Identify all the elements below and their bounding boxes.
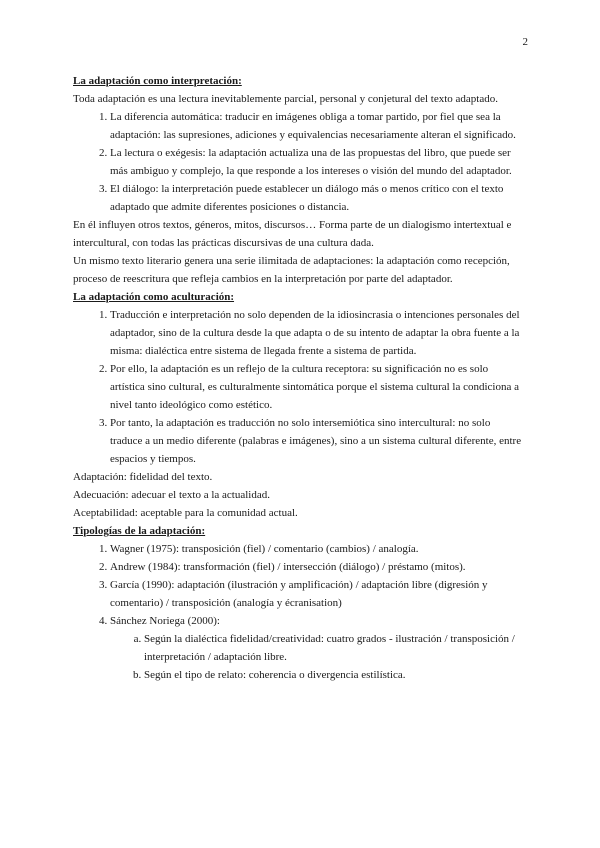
- list-item: 2. Andrew (1984): transformación (fiel) / intersección (diálogo) / préstamo (mitos).: [110, 558, 525, 576]
- definition-line: Aceptabilidad: aceptable para la comunidad actual.: [73, 507, 298, 519]
- section-heading-acculturation: La adaptación como aculturación:: [73, 291, 235, 303]
- numbered-list: [73, 108, 525, 216]
- list-item: 3. El diálogo: la interpretación puede establecer un diálogo más o menos crítico con el texto adaptado que admite diferentes posiciones o distancia.: [110, 180, 525, 216]
- list-item: 1. Wagner (1975): transposición (fiel) / comentario (cambios) / analogía.: [110, 540, 525, 558]
- list-item: 2. Por ello, la adaptación es un reflejo de la cultura receptora: su significación no es solo artística sino cultural, es culturalmente sintomática porque el sistema cultural la condiciona a nivel tanto ideológico como estético.: [110, 360, 525, 414]
- list-item: 3. García (1990): adaptación (ilustración y amplificación) / adaptación libre (digresión y comentario) / transposición (analogía y écranisation): [110, 576, 525, 612]
- section-heading-interpretation: La adaptación como interpretación:: [73, 75, 242, 87]
- numbered-list: [73, 540, 525, 630]
- list-item: 2. La lectura o exégesis: la adaptación actualiza una de las propuestas del libro, que puede ser más ambiguo y complejo, la que responde a los intereses o visión del mundo del adaptador.: [110, 144, 525, 180]
- list-item: 1. La diferencia automática: traducir en imágenes obliga a tomar partido, por fiel que sea la adaptación: las supresiones, adiciones y equivalencias necesariamente alteran el significado.: [110, 108, 525, 144]
- document-content: [73, 72, 525, 684]
- paragraph: Toda adaptación es una lectura inevitablemente parcial, personal y conjetural del texto adaptado.: [73, 93, 498, 105]
- paragraph: Un mismo texto literario genera una serie ilimitada de adaptaciones: la adaptación como recepción, proceso de reescritura que refleja cambios en la interpretación por parte del adaptador.: [73, 255, 510, 285]
- paragraph: En él influyen otros textos, géneros, mitos, discursos… Forma parte de un dialogismo intertextual e intercultural, con todas las prácticas discursivas de una cultura dada.: [73, 219, 512, 249]
- definition-line: Adecuación: adecuar el texto a la actualidad.: [73, 489, 270, 501]
- list-item: 3. Por tanto, la adaptación es traducción no solo intersemiótica sino intercultural: no solo traduce a un medio diferente (palabras e imágenes), sino a un sistema cultural diferente, entre espacios y tiempos.: [110, 414, 525, 468]
- sub-list-item: a. Según la dialéctica fidelidad/creatividad: cuatro grados - ilustración / transposición / interpretación / adaptación libre.: [144, 630, 525, 666]
- list-item: 1. Traducción e interpretación no solo dependen de la idiosincrasia o intenciones personales del adaptador, sino de la cultura desde la que adapta o de su intento de adaptar la obra fuente a la misma: dialéctica entre sistema de llegada frente a sistema de partida.: [110, 306, 525, 360]
- sub-list-item: b. Según el tipo de relato: coherencia o divergencia estilística.: [144, 666, 525, 684]
- definition-line: Adaptación: fidelidad del texto.: [73, 471, 213, 483]
- sub-list: [73, 630, 525, 684]
- numbered-list: [73, 306, 525, 468]
- list-item: 4. Sánchez Noriega (2000):: [110, 612, 525, 630]
- page-number: 2: [522, 36, 528, 48]
- section-heading-typologies: Tipologías de la adaptación:: [73, 525, 206, 537]
